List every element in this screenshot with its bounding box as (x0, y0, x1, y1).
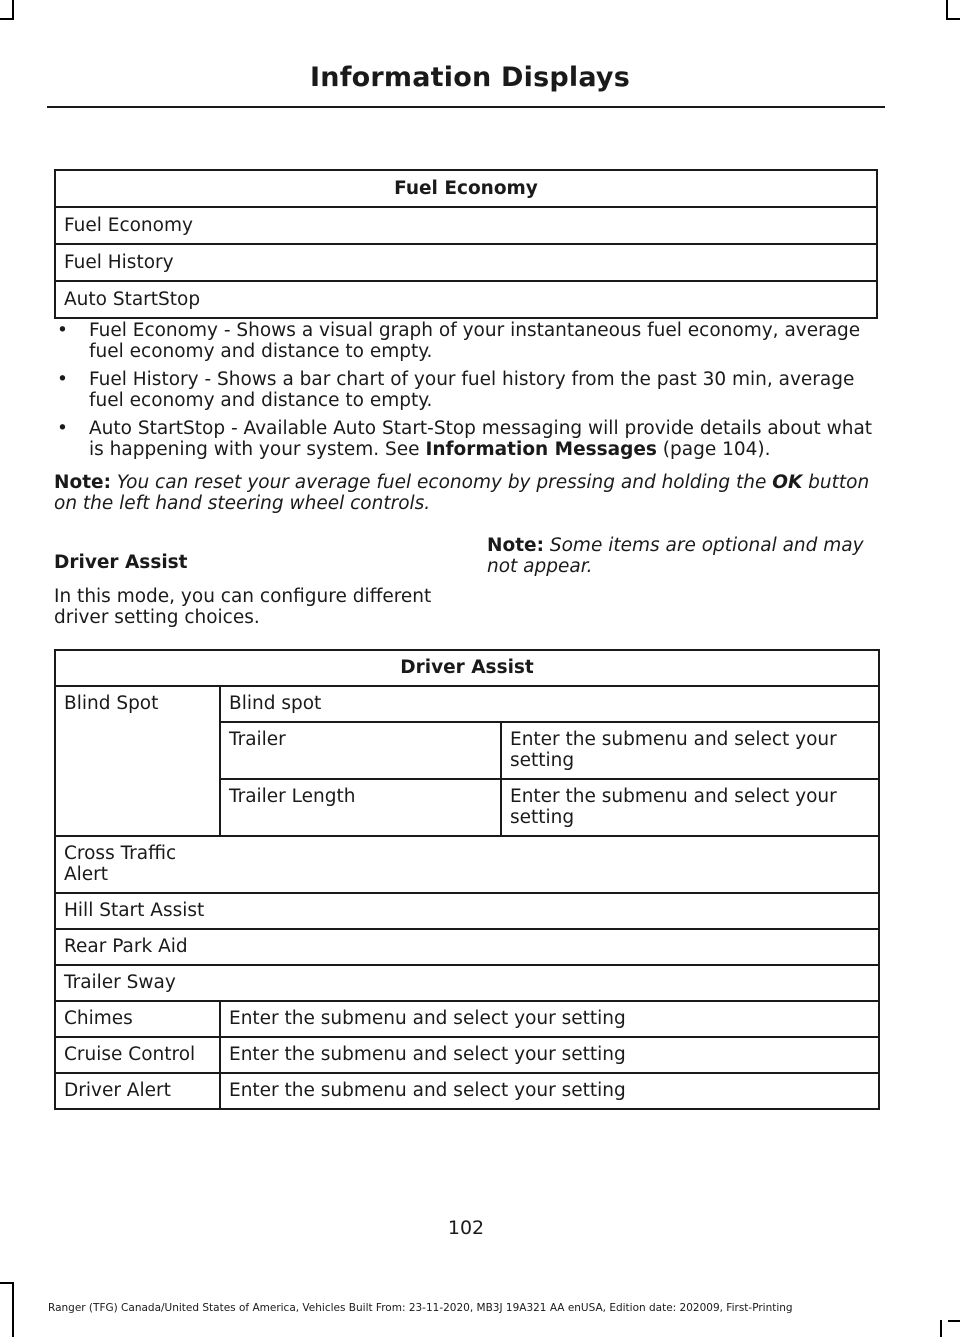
bullet-text: - Shows a bar chart of your fuel history from the past 30 min, average fuel economy and distance to empty. (89, 369, 855, 411)
list-item (54, 369, 880, 411)
crop-mark (12, 1282, 14, 1337)
table-cell: Blind Spot (55, 686, 220, 836)
note-text: You can reset your average fuel economy by pressing and holding the OK button on the left hand steering wheel controls. (54, 472, 870, 514)
bullet-term: Fuel History (89, 369, 199, 390)
note (54, 472, 880, 514)
cross-reference-link[interactable]: Information Messages (425, 439, 657, 460)
header-rule (47, 106, 885, 108)
table-cell: Chimes (55, 1001, 220, 1037)
fuel-economy-table (54, 169, 878, 319)
note-text: Some items are optional and may not appear. (487, 535, 864, 577)
table-cell: Enter the submenu and select your setting (220, 1037, 879, 1073)
table-row: Rear Park Aid (55, 929, 879, 965)
bullet-icon: • (57, 320, 68, 341)
table-cell: Trailer Length (220, 779, 501, 836)
table-row: Trailer Sway (55, 965, 879, 1001)
section-heading: Driver Assist (54, 552, 188, 573)
footer-text: Ranger (TFG) Canada/United States of America, Vehicles Built From: 23-11-2020, MB3J 19A321 AA enUSA, Edition date: 202009, First-Printing (48, 1302, 793, 1314)
crop-mark (946, 0, 948, 18)
page-reference: (page 104). (656, 439, 771, 460)
table-row: Fuel Economy (55, 207, 877, 244)
table-cell: Enter the submenu and select your setting (501, 722, 879, 779)
bullet-text: - Available Auto Start-Stop messaging will provide details about what is happening with your system. See (89, 418, 873, 460)
crop-mark (948, 1320, 960, 1322)
bullet-list (54, 320, 880, 467)
note-label: Note: (487, 535, 544, 556)
table-heading: Driver Assist (55, 650, 879, 686)
crop-mark (940, 1320, 942, 1337)
table-cell: Blind spot (220, 686, 879, 722)
bullet-term: Auto StartStop (89, 418, 226, 439)
driver-assist-table (54, 649, 880, 1110)
table-row: Auto StartStop (55, 281, 877, 318)
bullet-term: Fuel Economy (89, 320, 218, 341)
ok-button-ref: OK (772, 472, 803, 493)
page-number: 102 (447, 1217, 485, 1239)
note-label: Note: (54, 472, 111, 493)
table-row: Hill Start Assist (55, 893, 879, 929)
crop-mark (0, 18, 14, 20)
section-text: In this mode, you can configure different driver setting choices. (54, 586, 432, 628)
list-item (54, 418, 880, 460)
table-cell: Cruise Control (55, 1037, 220, 1073)
table-row: Cross Traffic Alert (55, 836, 879, 893)
crop-mark (12, 0, 14, 18)
bullet-icon: • (57, 418, 68, 439)
table-cell: Driver Alert (55, 1073, 220, 1109)
list-item (54, 320, 880, 362)
table-cell: Enter the submenu and select your setting (220, 1001, 879, 1037)
table-cell: Enter the submenu and select your setting (501, 779, 879, 836)
table-row: Fuel History (55, 244, 877, 281)
bullet-icon: • (57, 369, 68, 390)
crop-mark (946, 18, 960, 20)
table-cell: Trailer (220, 722, 501, 779)
note (487, 535, 877, 577)
crop-mark (0, 1282, 14, 1284)
page-title: Information Displays (310, 62, 630, 93)
bullet-text: - Shows a visual graph of your instantaneous fuel economy, average fuel economy and distance to empty. (89, 320, 861, 362)
table-heading: Fuel Economy (55, 170, 877, 207)
table-cell: Enter the submenu and select your setting (220, 1073, 879, 1109)
